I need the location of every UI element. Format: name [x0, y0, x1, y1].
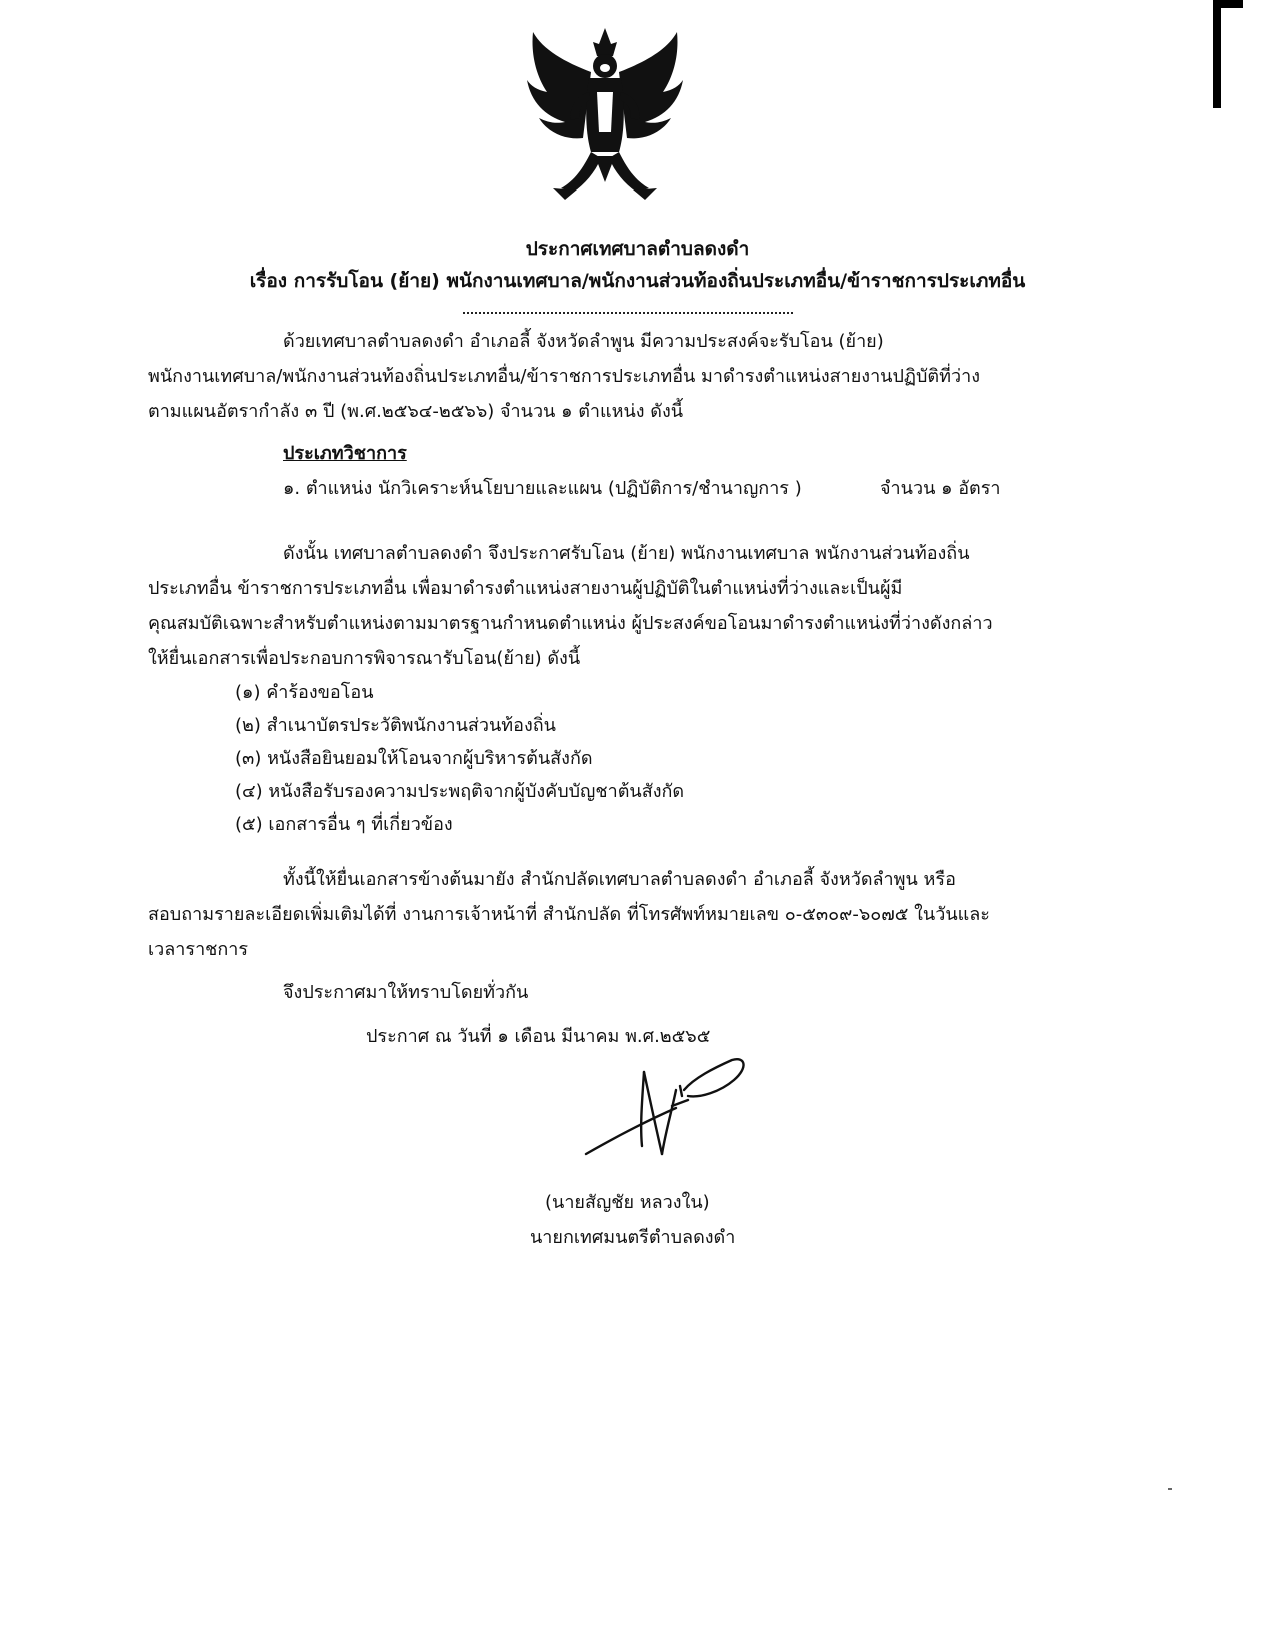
document-list-item: (๒) สำเนาบัตรประวัติพนักงานส่วนท้องถิ่น: [235, 715, 556, 736]
handwritten-signature: [584, 1050, 754, 1160]
submission-line: เวลาราชการ: [148, 939, 249, 960]
intro-line: พนักงานเทศบาล/พนักงานส่วนท้องถิ่นประเภทอื่น/ข้าราชการประเภทอื่น มาดำรงตำแหน่งสายงานปฏิบัติที่ว่าง: [148, 366, 980, 387]
announcement-subject: เรื่อง การรับโอน (ย้าย) พนักงานเทศบาล/พนักงานส่วนท้องถิ่นประเภทอื่น/ข้าราชการประเภทอื่น: [249, 270, 1026, 292]
closing-text: จึงประกาศมาให้ทราบโดยทั่วกัน: [283, 982, 529, 1003]
position-count: จำนวน ๑ อัตรา: [880, 478, 1001, 499]
scan-speck: [1168, 1488, 1172, 1490]
submission-line: ทั้งนี้ให้ยื่นเอกสารข้างต้นมายัง สำนักปลัดเทศบาลตำบลดงดำ อำเภอลี้ จังหวัดลำพูน หรือ: [283, 869, 956, 890]
intro-line: ด้วยเทศบาลตำบลดงดำ อำเภอลี้ จังหวัดลำพูน มีความประสงค์จะรับโอน (ย้าย): [283, 331, 884, 352]
category-heading: ประเภทวิชาการ: [283, 443, 407, 464]
position-label: ๑. ตำแหน่ง นักวิเคราะห์นโยบายและแผน (ปฏิบัติการ/ชำนาญการ ): [283, 478, 802, 499]
document-list-item: (๕) เอกสารอื่น ๆ ที่เกี่ยวข้อง: [235, 814, 453, 835]
announcement-title: ประกาศเทศบาลตำบลดงดำ: [525, 238, 750, 260]
body-line: ประเภทอื่น ข้าราชการประเภทอื่น เพื่อมาดำรงตำแหน่งสายงานผู้ปฏิบัติในตำแหน่งที่ว่างและเป็นผู้มี: [148, 578, 903, 599]
document-list-item: (๑) คำร้องขอโอน: [235, 682, 374, 703]
intro-line: ตามแผนอัตรากำลัง ๓ ปี (พ.ศ.๒๕๖๔-๒๕๖๖) จำนวน ๑ ตำแหน่ง ดังนี้: [148, 401, 684, 422]
body-line: ให้ยื่นเอกสารเพื่อประกอบการพิจารณารับโอน(ย้าย) ดังนี้: [148, 648, 581, 669]
signer-name: (นายสัญชัย หลวงใน): [545, 1192, 710, 1213]
garuda-emblem-icon: [525, 22, 685, 212]
scan-edge-mark: [1213, 0, 1221, 108]
divider-dotted: [463, 312, 793, 314]
announcement-date: ประกาศ ณ วันที่ ๑ เดือน มีนาคม พ.ศ.๒๕๖๕: [366, 1026, 711, 1047]
signer-title: นายกเทศมนตรีตำบลดงดำ: [530, 1227, 736, 1248]
scan-edge-mark-top: [1213, 0, 1243, 8]
submission-line: สอบถามรายละเอียดเพิ่มเติมได้ที่ งานการเจ้าหน้าที่ สำนักปลัด ที่โทรศัพท์หมายเลข ๐-๕๓๐๙-๖๐๗๕ ในวันและ: [148, 904, 990, 925]
document-list-item: (๔) หนังสือรับรองความประพฤติจากผู้บังคับบัญชาต้นสังกัด: [235, 781, 685, 802]
body-line: คุณสมบัติเฉพาะสำหรับตำแหน่งตามมาตรฐานกำหนดตำแหน่ง ผู้ประสงค์ขอโอนมาดำรงตำแหน่งที่ว่างดังกล่าว: [148, 613, 993, 634]
body-line: ดังนั้น เทศบาลตำบลดงดำ จึงประกาศรับโอน (ย้าย) พนักงานเทศบาล พนักงานส่วนท้องถิ่น: [283, 543, 970, 564]
document-list-item: (๓) หนังสือยินยอมให้โอนจากผู้บริหารต้นสังกัด: [235, 748, 593, 769]
